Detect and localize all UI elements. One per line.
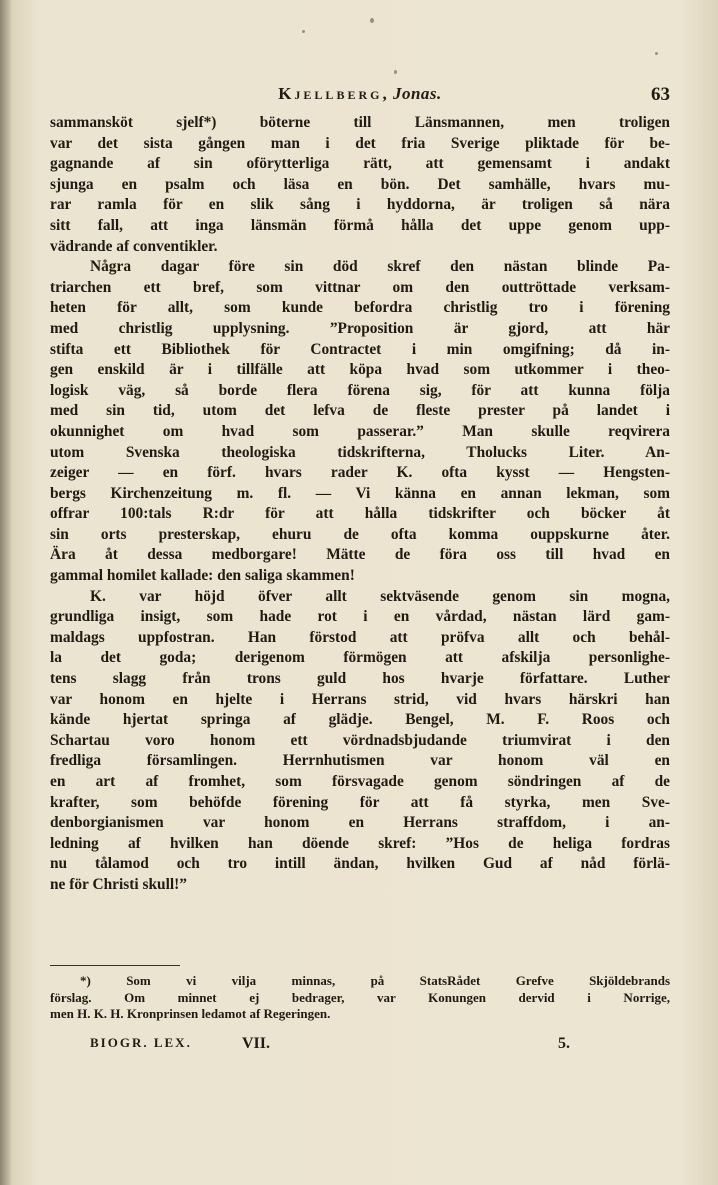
text-line: grundliga insigt, som hade rot i en vårdad, nästan lärd gam- bbox=[50, 608, 670, 626]
page-number: 63 bbox=[651, 84, 670, 105]
running-head: Kjellberg, Jonas. bbox=[278, 84, 442, 103]
paper-speck bbox=[655, 52, 658, 55]
text-line: en art af fromhet, som försvagade genom söndringen af de bbox=[50, 773, 670, 790]
text-line: utom Svenska theologiska tidskrifterna, Tholucks Liter. An- bbox=[50, 443, 670, 461]
text-line: tens slagg från trons guld hos hvarje författare. Luther bbox=[50, 670, 670, 688]
running-head-surname: Kjellberg bbox=[278, 84, 383, 103]
text-line: fredliga församlingen. Herrnhutismen var honom väl en bbox=[50, 752, 670, 770]
text-line: gammal homilet kallade: den saliga skammen! bbox=[50, 567, 355, 585]
binding-gutter bbox=[0, 0, 12, 1185]
text-line: sjunga en psalm och läsa en bön. Det samhälle, hvars mu- bbox=[50, 175, 670, 193]
text-line: rar ramla för en slik sång i hyddorna, är troligen så nära bbox=[50, 196, 670, 214]
text-line: Schartau voro honom ett vördnadsbjudande triumvirat i den bbox=[50, 731, 670, 749]
paper-speck bbox=[370, 18, 374, 23]
text-line: la det goda; derigenom förmögen att afskilja personlighe- bbox=[50, 649, 670, 667]
text-line: sammansköt sjelf*) böterne till Länsmannen, men troligen bbox=[50, 114, 670, 131]
text-line: offrar 100:tals R:dr för att hålla tidskrifter och böcker åt bbox=[50, 505, 670, 523]
text-line: zeiger — en förf. hvars rader K. ofta kysst — Hengsten- bbox=[50, 464, 670, 482]
text-line: sitt fall, att inga länsmän förmå hålla det uppe genom upp- bbox=[50, 216, 670, 234]
text-line: logisk väg, så borde flera förena sig, för att kunna följa bbox=[50, 381, 670, 399]
footnote-rule bbox=[50, 965, 180, 966]
text-line: kände hjertat springa af glädje. Bengel, M. F. Roos och bbox=[50, 711, 670, 729]
footnote-line: men H. K. H. Kronprinsen ledamot af Regeringen. bbox=[50, 1006, 331, 1021]
text-line: krafter, som behöfde förening för att få styrka, men Sve- bbox=[50, 793, 670, 811]
text-line: heten för allt, som kunde befordra christlig tro i förening bbox=[50, 299, 670, 317]
body-text bbox=[50, 113, 670, 896]
paper-speck bbox=[302, 30, 305, 33]
text-line: K. var höjd öfver allt sektväsende genom sin mogna, bbox=[90, 587, 670, 605]
signature-volume: VII. bbox=[242, 1035, 271, 1052]
text-line: Några dagar före sin död skref den nästan blinde Pa- bbox=[90, 258, 670, 276]
footnote-line: förslag. Om minnet ej bedrager, var Konungen dervid i Norrige, bbox=[50, 989, 670, 1005]
text-line: var honom en hjelte i Herrans strid, vid hvars härskri han bbox=[50, 690, 670, 708]
text-line: maldags uppfostran. Han förstod att pröfva allt och behål- bbox=[50, 628, 670, 646]
running-head-forename: Jonas. bbox=[392, 84, 442, 103]
text-line: nu tålamod och tro intill ändan, hvilken Gud af nåd förlä- bbox=[50, 855, 670, 873]
signature-title: BIOGR. LEX. bbox=[90, 1035, 192, 1050]
text-line: var det sista gången man i det fria Sverige pliktade för be- bbox=[50, 134, 670, 152]
footnote bbox=[50, 973, 670, 1023]
text-line: denborgianismen var honom en Herrans straffdom, i an- bbox=[50, 814, 670, 832]
text-line: Ära åt dessa medborgare! Mätte de föra oss till hvad en bbox=[50, 546, 670, 564]
footnote-line: *) Som vi vilja minnas, på StatsRådet Grefve Skjöldebrands bbox=[80, 973, 670, 988]
paper-speck bbox=[394, 70, 397, 74]
text-line: med christlig upplysning. ”Proposition är gjord, att här bbox=[50, 319, 670, 337]
text-line: ne för Christi skull!” bbox=[50, 875, 187, 893]
text-line: okunnighet om hvad som passerar.” Man skulle reqvirera bbox=[50, 422, 670, 440]
text-line: bergs Kirchenzeitung m. fl. — Vi känna en annan lekman, som bbox=[50, 484, 670, 502]
printer-signature bbox=[90, 1035, 570, 1057]
signature-mark: 5. bbox=[558, 1035, 570, 1052]
text-line: triarchen ett bref, som vittnar om den outtröttade verksam- bbox=[50, 278, 670, 296]
page-header bbox=[50, 84, 670, 114]
text-line: vädrande af conventikler. bbox=[50, 237, 218, 255]
text-line: ledning af hvilken han döende skref: ”Hos de heliga fordras bbox=[50, 834, 670, 852]
text-line: stifta ett Bibliothek för Contractet i min omgifning; då in- bbox=[50, 340, 670, 358]
text-line: gen enskild är i tillfälle att köpa hvad som utkommer i theo- bbox=[50, 361, 670, 379]
text-line: med sin tid, utom det lefva de fleste prester på landet i bbox=[50, 402, 670, 420]
text-line: sin orts presterskap, ehuru de ofta komma ouppskurne åter. bbox=[50, 525, 670, 543]
text-line: gagnande af sin oförytterliga rätt, att gemensamt i andakt bbox=[50, 155, 670, 173]
